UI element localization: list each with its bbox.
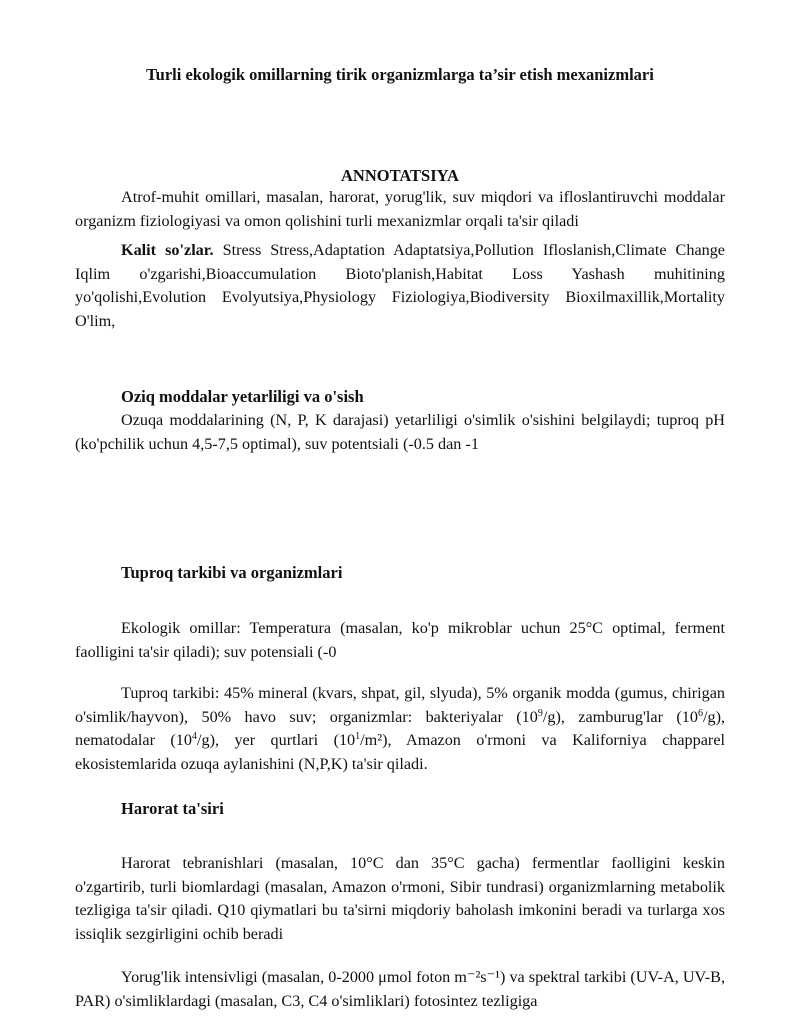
document-title: Turli ekologik omillarning tirik organizmlarga ta’sir etish mexanizmlari — [146, 65, 654, 84]
superscript: 6 — [697, 707, 703, 719]
annotation-paragraph: Atrof-muhit omillari, masalan, harorat, yorug'lik, suv miqdori va ifloslantiruvchi moddalar organizm fiziologiyasi va omon qolishini turli mexanizmlar orqali ta'sir qiladi — [75, 188, 725, 230]
keywords-paragraph — [75, 239, 725, 333]
soil-text-part: /m²), Amazon o'rmoni va Kaliforniya chapparel ekosistemlarida ozuqa aylanishini (N,P,K) ta'sir qiladi. — [75, 731, 726, 773]
section-paragraph-light: Yorug'lik intensivligi (masalan, 0-2000 μmol foton m⁻²s⁻¹) va spektral tarkibi (UV-A, UV-B, PAR) o'simliklardagi (masalan, C3, C4 o'simliklari) fotosintez tezligiga — [75, 968, 725, 1010]
section-paragraph-temperature: Harorat tebranishlari (masalan, 10°C dan 35°C gacha) fermentlar faolligini keskin o'zgartirib, turli biomlardagi (masalan, Amazon o'rmoni, Sibir tundrasi) organizmlarning metabolik tezligiga ta'sir qiladi. Q10 qiymatlari bu ta'sirni miqdoriy baholash imkonini beradi va turlarga xos issiqlik sezgirligini ochib beradi — [75, 854, 725, 943]
section-paragraph-soil-composition — [75, 682, 725, 776]
keywords-text: Stress Stress,Adaptation Adaptatsiya,Pollution Ifloslanish,Climate Change Iqlim o'zgarishi,Bioaccumulation Bioto'planish,Habitat Loss Yashash muhitining yo'qolishi,Evolution Evolyutsiya,Physiology Fiziologiya,Biodiversity Bioxilmaxillik,Mortality O'lim, — [75, 241, 725, 330]
section-paragraph-nutrients: Ozuqa moddalarining (N, P, K darajasi) yetarliligi o'simlik o'sishini belgilaydi; tuproq pH (ko'pchilik uchun 4,5-7,5 optimal), suv potentsiali (-0.5 dan -1 — [75, 411, 725, 453]
superscript: 4 — [192, 731, 197, 742]
soil-text-part: /g), zamburug'lar (10 — [542, 707, 698, 726]
superscript: 9 — [537, 707, 543, 719]
annotation-heading: ANNOTATSIYA — [341, 166, 459, 185]
keywords-label: Kalit so'zlar. — [121, 241, 214, 259]
section-heading-nutrients: Oziq moddalar yetarliligi va o'sish — [121, 387, 364, 406]
soil-text-part: /g), nematodalar (10 — [75, 707, 726, 749]
soil-text-part: /g), yer qurtlari (10 — [197, 731, 356, 749]
section-heading-soil: Tuproq tarkibi va organizmlari — [121, 563, 343, 582]
section-paragraph-soil-factors: Ekologik omillar: Temperatura (masalan, ko'p mikroblar uchun 25°C optimal, ferment faolligini ta'sir qiladi); suv potensiali (-0 — [75, 619, 725, 661]
soil-text-part: Tuproq tarkibi: 45% mineral (kvars, shpat, gil, slyuda), 5% organik modda (gumus, chirigan o'simlik/hayvon), 50% havo suv; organizmlar: bakteriyalar (10 — [75, 684, 725, 726]
superscript: 1 — [355, 731, 361, 742]
section-heading-temperature: Harorat ta'siri — [121, 799, 224, 818]
